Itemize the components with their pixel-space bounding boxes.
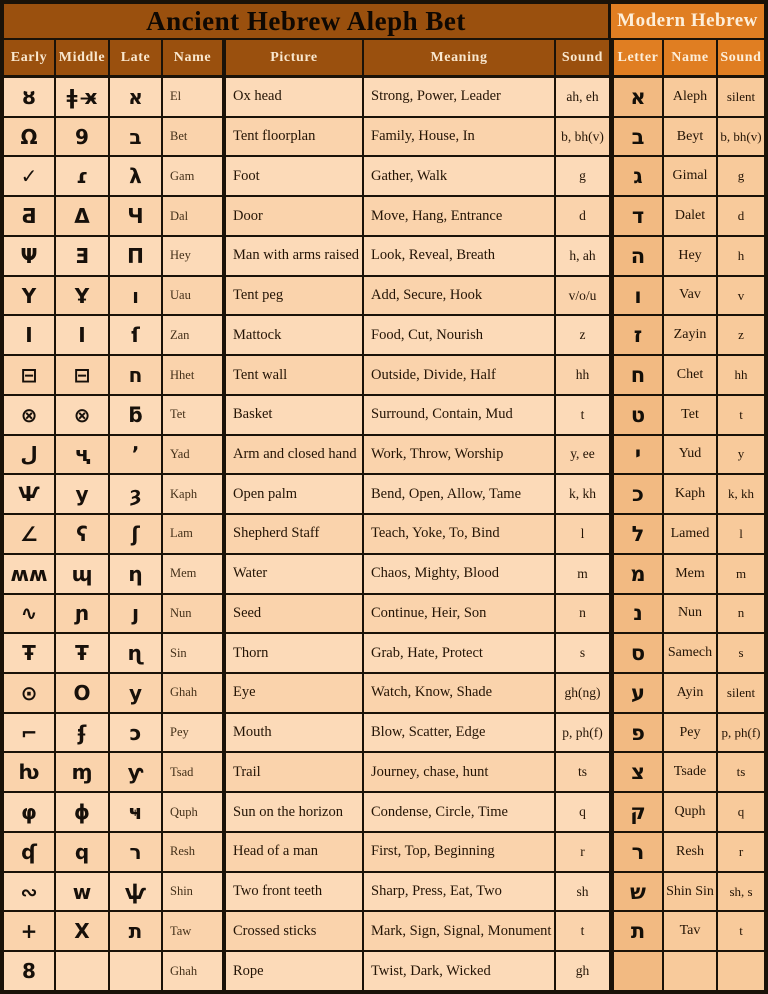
modern-sound: hh [718,356,764,394]
modern-name: Kaph [664,475,718,513]
modern-letter: ב [611,118,664,156]
picture-text: Thorn [224,634,364,672]
late-glyph: ɳ [110,634,163,672]
middle-glyph: Ұ [56,277,110,315]
sound-text: d [556,197,611,235]
letter-name: Shin [163,873,224,911]
middle-glyph: ɾ [56,157,110,195]
picture-text: Door [224,197,364,235]
meaning-text: Chaos, Mighty, Blood [364,555,556,593]
modern-letter: ש [611,873,664,911]
picture-text: Rope [224,952,364,990]
middle-glyph: ⊗ [56,396,110,434]
modern-letter: ע [611,674,664,712]
middle-glyph: ϕ [56,793,110,831]
modern-sound: ts [718,753,764,791]
meaning-text: Teach, Yoke, To, Bind [364,515,556,553]
late-glyph: ו [110,277,163,315]
early-glyph: ∠ [4,515,56,553]
sound-text: p, ph(f) [556,714,611,752]
table-row [4,197,764,237]
sound-text: v/o/u [556,277,611,315]
modern-name: Yud [664,436,718,474]
table-row [4,833,764,873]
late-glyph: ʃ [110,515,163,553]
letter-name: El [163,78,224,116]
letter-name: Dal [163,197,224,235]
picture-text: Foot [224,157,364,195]
letter-name: Hey [163,237,224,275]
late-glyph: y [110,674,163,712]
middle-glyph: q [56,833,110,871]
modern-sound: y [718,436,764,474]
late-glyph: ƞ [110,555,163,593]
table-body [4,78,764,990]
late-glyph: Ч [110,197,163,235]
meaning-text: Strong, Power, Leader [364,78,556,116]
modern-hebrew-title: Modern Hebrew [617,10,758,31]
table-row [4,436,764,476]
modern-sound [718,952,764,990]
modern-letter: א [611,78,664,116]
late-glyph: ƃ [110,396,163,434]
modern-letter [611,952,664,990]
late-glyph: ת [110,912,163,950]
sound-text: t [556,396,611,434]
meaning-text: Continue, Heir, Son [364,595,556,633]
letter-name: Resh [163,833,224,871]
table-row [4,753,764,793]
meaning-text: Gather, Walk [364,157,556,195]
table-row [4,157,764,197]
modern-name: Mem [664,555,718,593]
sound-text: y, ee [556,436,611,474]
meaning-text: Work, Throw, Worship [364,436,556,474]
picture-text: Trail [224,753,364,791]
letter-name: Pey [163,714,224,752]
modern-name: Aleph [664,78,718,116]
modern-name: Shin Sin [664,873,718,911]
early-glyph: + [4,912,56,950]
late-glyph: ר [110,833,163,871]
early-glyph: ⊙ [4,674,56,712]
title-bar [4,4,764,40]
modern-letter: נ [611,595,664,633]
letter-name: Mem [163,555,224,593]
middle-glyph: Ŧ [56,634,110,672]
modern-sound: v [718,277,764,315]
middle-glyph: w [56,873,110,911]
sound-text: t [556,912,611,950]
modern-sound: r [718,833,764,871]
modern-letter: ד [611,197,664,235]
modern-letter: ס [611,634,664,672]
early-glyph: Ψ [4,237,56,275]
letter-name: Nun [163,595,224,633]
sound-text: l [556,515,611,553]
modern-name: Hey [664,237,718,275]
sound-text: b, bh(v) [556,118,611,156]
picture-text: Crossed sticks [224,912,364,950]
meaning-text: Journey, chase, hunt [364,753,556,791]
modern-name: Chet [664,356,718,394]
sound-text: ah, eh [556,78,611,116]
modern-name: Beyt [664,118,718,156]
modern-letter: ל [611,515,664,553]
modern-letter: כ [611,475,664,513]
middle-glyph: I [56,316,110,354]
middle-glyph: X [56,912,110,950]
sound-text: m [556,555,611,593]
middle-glyph: ҷ [56,436,110,474]
modern-letter: ג [611,157,664,195]
letter-name: Tsad [163,753,224,791]
late-glyph: ѱ [110,873,163,911]
meaning-text: Blow, Scatter, Edge [364,714,556,752]
meaning-text: Bend, Open, Allow, Tame [364,475,556,513]
sound-text: z [556,316,611,354]
early-glyph: φ [4,793,56,831]
modern-letter: ר [611,833,664,871]
early-glyph: ✓ [4,157,56,195]
column-header-row [4,40,764,78]
modern-sound: p, ph(f) [718,714,764,752]
picture-text: Head of a man [224,833,364,871]
middle-glyph: ɱ [56,753,110,791]
modern-name: Samech [664,634,718,672]
sound-text: ts [556,753,611,791]
meaning-text: Surround, Contain, Mud [364,396,556,434]
column-header-early: Early [4,40,56,75]
letter-name: Sin [163,634,224,672]
modern-sound: h [718,237,764,275]
table-row [4,634,764,674]
late-glyph: ב [110,118,163,156]
meaning-text: Condense, Circle, Time [364,793,556,831]
modern-name: Tav [664,912,718,950]
late-glyph: λ [110,157,163,195]
table-row [4,793,764,833]
late-glyph: ƴ [110,753,163,791]
modern-sound: k, kh [718,475,764,513]
middle-glyph: ʄ [56,714,110,752]
column-header-middle: Middle [56,40,110,75]
sound-text: hh [556,356,611,394]
meaning-text: First, Top, Beginning [364,833,556,871]
late-glyph: ҹ [110,793,163,831]
middle-glyph: O [56,674,110,712]
column-header-name-modern: Name [664,40,718,75]
letter-name: Taw [163,912,224,950]
modern-sound: t [718,912,764,950]
picture-text: Seed [224,595,364,633]
picture-text: Two front teeth [224,873,364,911]
middle-glyph: ⊟ [56,356,110,394]
letter-name: Lam [163,515,224,553]
meaning-text: Family, House, In [364,118,556,156]
early-glyph: 8 [4,952,56,990]
column-header-late: Late [110,40,163,75]
middle-glyph: 9 [56,118,110,156]
page-title: Ancient Hebrew Aleph Bet [146,5,466,36]
table-row [4,118,764,158]
letter-name: Quph [163,793,224,831]
table-row [4,912,764,952]
early-glyph: ʠ [4,833,56,871]
meaning-text: Move, Hang, Entrance [364,197,556,235]
picture-text: Mouth [224,714,364,752]
table-row [4,555,764,595]
late-glyph: ȝ [110,475,163,513]
early-glyph: ∾ [4,873,56,911]
modern-letter: ט [611,396,664,434]
letter-name: Kaph [163,475,224,513]
early-glyph: ∿ [4,595,56,633]
sound-text: q [556,793,611,831]
early-glyph: I [4,316,56,354]
letter-name: Ghah [163,952,224,990]
picture-text: Open palm [224,475,364,513]
table-row [4,78,764,118]
middle-glyph: Δ [56,197,110,235]
middle-glyph: ǂ x̶ [56,78,110,116]
early-glyph: ⌐ [4,714,56,752]
late-glyph: ʼ [110,436,163,474]
modern-letter: פ [611,714,664,752]
letter-name: Bet [163,118,224,156]
modern-sound: silent [718,78,764,116]
picture-text: Tent peg [224,277,364,315]
modern-letter: ז [611,316,664,354]
modern-letter: ו [611,277,664,315]
modern-name: Gimal [664,157,718,195]
table-row [4,316,764,356]
picture-text: Water [224,555,364,593]
meaning-text: Grab, Hate, Protect [364,634,556,672]
letter-name: Uau [163,277,224,315]
early-glyph: ل [4,436,56,474]
table-row [4,714,764,754]
modern-name: Resh [664,833,718,871]
late-glyph: ɔ [110,714,163,752]
picture-text: Tent wall [224,356,364,394]
middle-glyph [56,952,110,990]
modern-name: Ayin [664,674,718,712]
picture-text: Ox head [224,78,364,116]
late-glyph: ſ [110,316,163,354]
modern-sound: g [718,157,764,195]
modern-letter: צ [611,753,664,791]
early-glyph: Ω [4,118,56,156]
modern-name: Nun [664,595,718,633]
late-glyph [110,952,163,990]
table-row [4,595,764,635]
sound-text: sh [556,873,611,911]
meaning-text: Look, Reveal, Breath [364,237,556,275]
table-row [4,237,764,277]
picture-text: Shepherd Staff [224,515,364,553]
table-row [4,674,764,714]
modern-sound: t [718,396,764,434]
column-header-meaning: Meaning [364,40,556,75]
meaning-text: Outside, Divide, Half [364,356,556,394]
middle-glyph: у [56,475,110,513]
picture-text: Tent floorplan [224,118,364,156]
sound-text: h, ah [556,237,611,275]
modern-letter: ח [611,356,664,394]
middle-glyph: ɰ [56,555,110,593]
early-glyph: ⊗ [4,396,56,434]
modern-sound: d [718,197,764,235]
modern-letter: י [611,436,664,474]
table-row [4,952,764,990]
modern-sound: z [718,316,764,354]
letter-name: Hhet [163,356,224,394]
column-header-sound: Sound [556,40,611,75]
meaning-text: Mark, Sign, Signal, Monument [364,912,556,950]
picture-text: Mattock [224,316,364,354]
modern-name: Tsade [664,753,718,791]
modern-name: Vav [664,277,718,315]
early-glyph: Y [4,277,56,315]
modern-sound: q [718,793,764,831]
letter-name: Tet [163,396,224,434]
column-header-sound-modern: Sound [718,40,764,75]
sound-text: r [556,833,611,871]
early-glyph: ȣ [4,78,56,116]
modern-name: Zayin [664,316,718,354]
table-row [4,396,764,436]
ancient-title-cell [4,4,611,38]
picture-text: Sun on the horizon [224,793,364,831]
late-glyph: א [110,78,163,116]
sound-text: k, kh [556,475,611,513]
early-glyph: ʍʍ [4,555,56,593]
sound-text: n [556,595,611,633]
meaning-text: Twist, Dark, Wicked [364,952,556,990]
letter-name: Gam [163,157,224,195]
sound-text: gh [556,952,611,990]
modern-sound: s [718,634,764,672]
table-row [4,873,764,913]
meaning-text: Food, Cut, Nourish [364,316,556,354]
early-glyph: ⊟ [4,356,56,394]
sound-text: g [556,157,611,195]
meaning-text: Sharp, Press, Eat, Two [364,873,556,911]
picture-text: Eye [224,674,364,712]
sound-text: gh(ng) [556,674,611,712]
letter-name: Zan [163,316,224,354]
late-glyph: Π [110,237,163,275]
table-row [4,356,764,396]
modern-letter: ת [611,912,664,950]
middle-glyph: Ǝ [56,237,110,275]
early-glyph: ƕ [4,753,56,791]
early-glyph: Ѱ [4,475,56,513]
modern-sound: b, bh(v) [718,118,764,156]
late-glyph: ח [110,356,163,394]
picture-text: Man with arms raised [224,237,364,275]
letter-name: Yad [163,436,224,474]
modern-name: Lamed [664,515,718,553]
table-row [4,475,764,515]
middle-glyph: ʕ [56,515,110,553]
meaning-text: Watch, Know, Shade [364,674,556,712]
early-glyph: Ƌ [4,197,56,235]
late-glyph: ȷ [110,595,163,633]
table-row [4,277,764,317]
modern-letter: ה [611,237,664,275]
modern-letter: ק [611,793,664,831]
modern-name: Tet [664,396,718,434]
modern-sound: n [718,595,764,633]
modern-sound: m [718,555,764,593]
column-header-letter-modern: Letter [611,40,664,75]
modern-name: Pey [664,714,718,752]
modern-sound: sh, s [718,873,764,911]
middle-glyph: ɲ [56,595,110,633]
picture-text: Arm and closed hand [224,436,364,474]
modern-title-cell [611,4,764,38]
modern-name [664,952,718,990]
modern-name: Dalet [664,197,718,235]
modern-sound: l [718,515,764,553]
modern-letter: מ [611,555,664,593]
column-header-picture: Picture [224,40,364,75]
letter-name: Ghah [163,674,224,712]
early-glyph: Ŧ [4,634,56,672]
meaning-text: Add, Secure, Hook [364,277,556,315]
table-row [4,515,764,555]
picture-text: Basket [224,396,364,434]
modern-name: Quph [664,793,718,831]
column-header-name: Name [163,40,224,75]
sound-text: s [556,634,611,672]
modern-sound: silent [718,674,764,712]
